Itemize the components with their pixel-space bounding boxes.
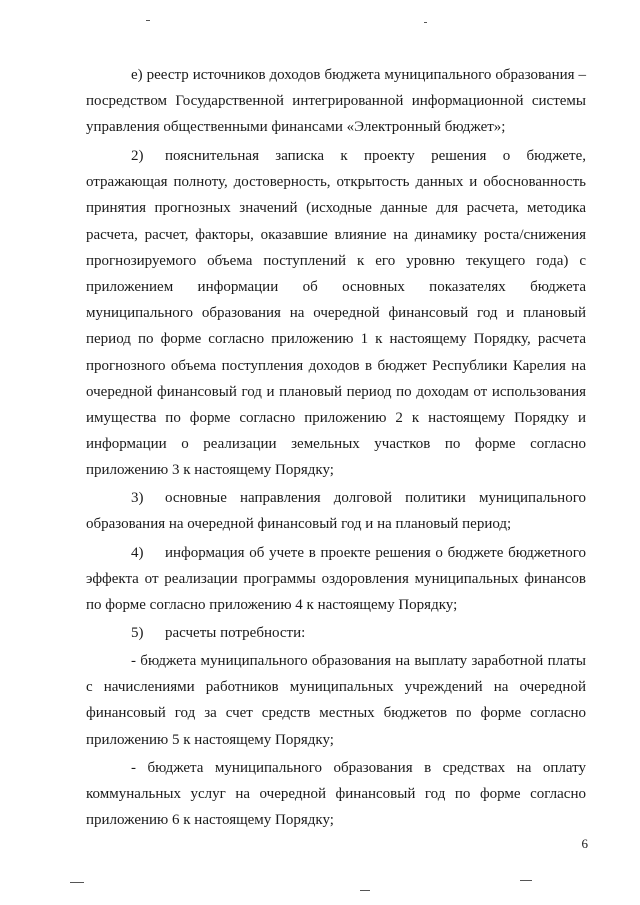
paragraph-2-explanatory-note — [86, 143, 586, 484]
scan-speck — [360, 890, 370, 891]
paragraph-text: - бюджета муниципального образования на выплату заработной платы с начислениями работников муниципальных учреждений на очередной финансовый год за счет средств местных бюджетов по форме согласно приложению 5 к настоящему Порядку; — [86, 653, 586, 748]
item-number: 3) — [131, 490, 144, 506]
paragraph-e-revenue-registry — [86, 62, 586, 141]
paragraph-text: расчеты потребности: — [165, 625, 306, 641]
paragraph-text: - бюджета муниципального образования в средствах на оплату коммунальных услуг на очередной финансовый год по форме согласно приложению 6 к настоящему Порядку; — [86, 760, 586, 829]
paragraph-text: пояснительная записка к проекту решения о бюджете, отражающая полноту, достоверность, открытость данных и обоснованность принятия прогнозных значений (исходные данные для расчета, методика расчета, расчет, факторы, оказавшие влияние на динамику роста/снижения прогнозируемого объема поступлений к его уровню текущего года) с приложением информации об основных показателях бюджета муниципального образования на очередной финансовый год и плановый период по форме согласно приложению 1 к настоящему Порядку, расчета прогнозного объема поступления доходов в бюджет Республики Карелия на очередной финансовый год и плановый период по доходам от использования имущества по форме согласно приложению 2 к настоящему Порядку и информации о реализации земельных участков по форме согласно приложению 3 к настоящему Порядку; — [86, 148, 586, 479]
paragraph-text: основные направления долговой политики муниципального образования на очередной финансовый год и на плановый период; — [86, 490, 586, 533]
item-number: 4) — [131, 545, 144, 561]
paragraph-5-calculations — [86, 620, 586, 646]
item-number: 2) — [131, 148, 144, 164]
page-number: 6 — [581, 836, 588, 851]
scan-speck — [520, 880, 532, 881]
scan-speck — [424, 22, 427, 23]
paragraph-3-debt-policy — [86, 485, 586, 537]
paragraph-text: информация об учете в проекте решения о бюджете бюджетного эффекта от реализации программы оздоровления муниципальных финансов по форме согласно приложению 4 к настоящему Порядку; — [86, 545, 586, 614]
scan-speck — [146, 20, 150, 21]
paragraph-utilities-calculation — [86, 755, 586, 834]
item-number: 5) — [131, 625, 144, 641]
paragraph-4-budget-effect — [86, 540, 586, 619]
paragraph-salary-calculation — [86, 648, 586, 753]
paragraph-text: е) реестр источников доходов бюджета муниципального образования – посредством Государственной интегрированной информационной системы управления общественными финансами «Электронный бюджет»; — [86, 67, 586, 136]
scan-speck — [70, 882, 84, 883]
